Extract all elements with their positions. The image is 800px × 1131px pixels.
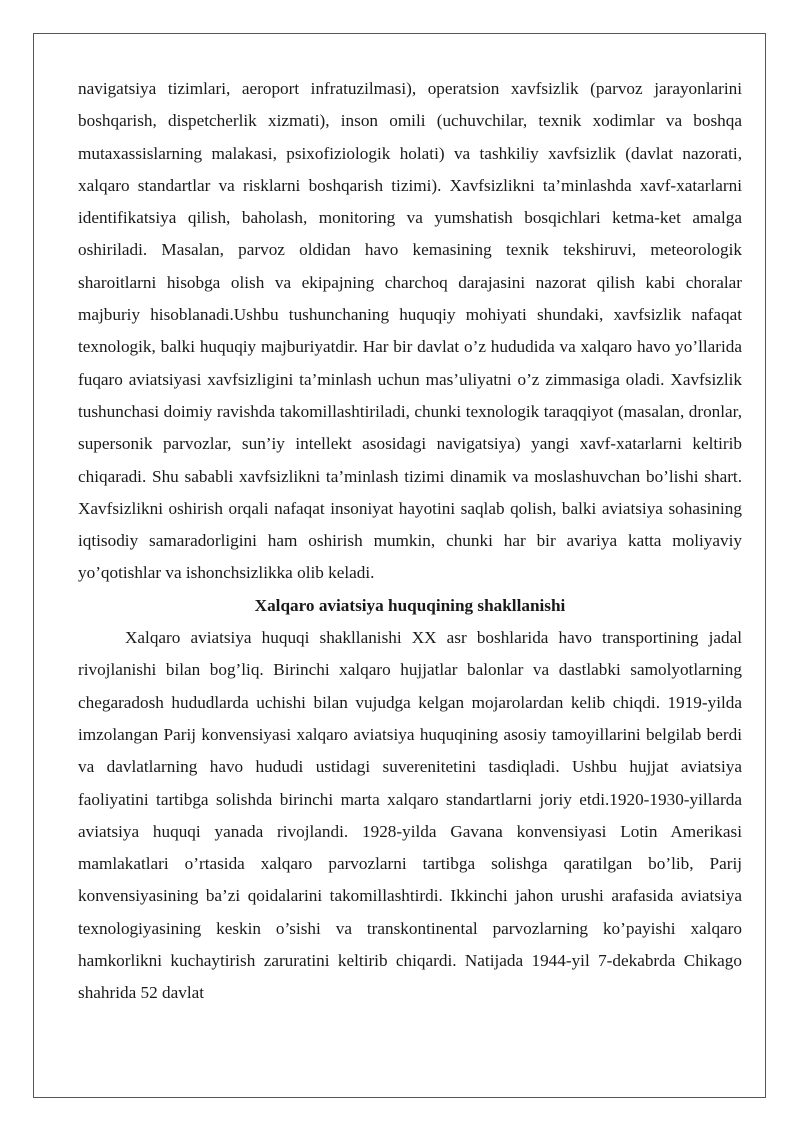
document-body: [78, 73, 742, 1010]
section-heading: Xalqaro aviatsiya huquqining shakllanishi: [254, 595, 566, 615]
body-paragraph: navigatsiya tizimlari, aeroport infratuzilmasi), operatsion xavfsizlik (parvoz jarayonlarini boshqarish, dispetcherlik xizmati), inson omili (uchuvchilar, texnik xodimlar va boshqa mutaxassislarning malakasi, psixofiziologik holati) va tashkiliy xavfsizlik (davlat nazorati, xalqaro standartlar va risklarni boshqarish tizimi). Xavfsizlikni ta’minlashda xavf-xatarlarni identifikatsiya qilish, baholash, monitoring va yumshatish bosqichlari ketma-ket amalga oshiriladi. Masalan, parvoz oldidan havo kemasining texnik tekshiruvi, meteorologik sharoitlarni hisobga olish va ekipajning charchoq darajasini nazorat qilish kabi choralar majburiy hisoblanadi.Ushbu tushunchaning huquqiy mohiyati shundaki, xavfsizlik nafaqat texnologik, balki huquqiy majburiyatdir. Har bir davlat o’z hududida va xalqaro havo yo’llarida fuqaro aviatsiyasi xavfsizligini ta’minlash uchun mas’uliyatni o’z zimmasiga oladi. Xavfsizlik tushunchasi doimiy ravishda takomillashtiriladi, chunki texnologik taraqqiyot (masalan, dronlar, supersonik parvozlar, sun’iy intellekt asosidagi navigatsiya) yangi xavf-xatarlarni keltirib chiqaradi. Shu sababli xavfsizlikni ta’minlash tizimi dinamik va moslashuvchan bo’lishi shart. Xavfsizlikni oshirish orqali nafaqat insoniyat hayotini saqlab qolish, balki aviatsiya sohasining iqtisodiy samaradorligini ham oshirish mumkin, chunki har bir avariya katta moliyaviy yo’qotishlar va ishonchsizlikka olib keladi.: [78, 79, 742, 583]
body-paragraph: Xalqaro aviatsiya huquqi shakllanishi XX asr boshlarida havo transportining jadal rivojlanishi bilan bog’liq. Birinchi xalqaro hujjatlar balonlar va dastlabki samolyotlarning chegaradosh hududlarda uchishi bilan vujudga kelgan mojarolardan kelib chiqdi. 1919-yilda imzolangan Parij konvensiyasi xalqaro aviatsiya huquqining asosiy tamoyillarini belgilab berdi va davlatlarning havo hududi ustidagi suverenitetini tasdiqladi. Ushbu hujjat aviatsiya faoliyatini tartibga solishda birinchi marta xalqaro standartlarni joriy etdi.1920-1930-yillarda aviatsiya huquqi yanada rivojlandi. 1928-yilda Gavana konvensiyasi Lotin Amerikasi mamlakatlari o’rtasida xalqaro parvozlarni tartibga solishga qaratilgan bo’lib, Parij konvensiyasining ba’zi qoidalarini takomillashtirdi. Ikkinchi jahon urushi arafasida aviatsiya texnologiyasining keskin o’sishi va transkontinental parvozlarning ko’payishi xalqaro hamkorlikni kuchaytirish zaruratini keltirib chiqardi. Natijada 1944-yil 7-dekabrda Chikago shahrida 52 davlat: [78, 628, 742, 1003]
